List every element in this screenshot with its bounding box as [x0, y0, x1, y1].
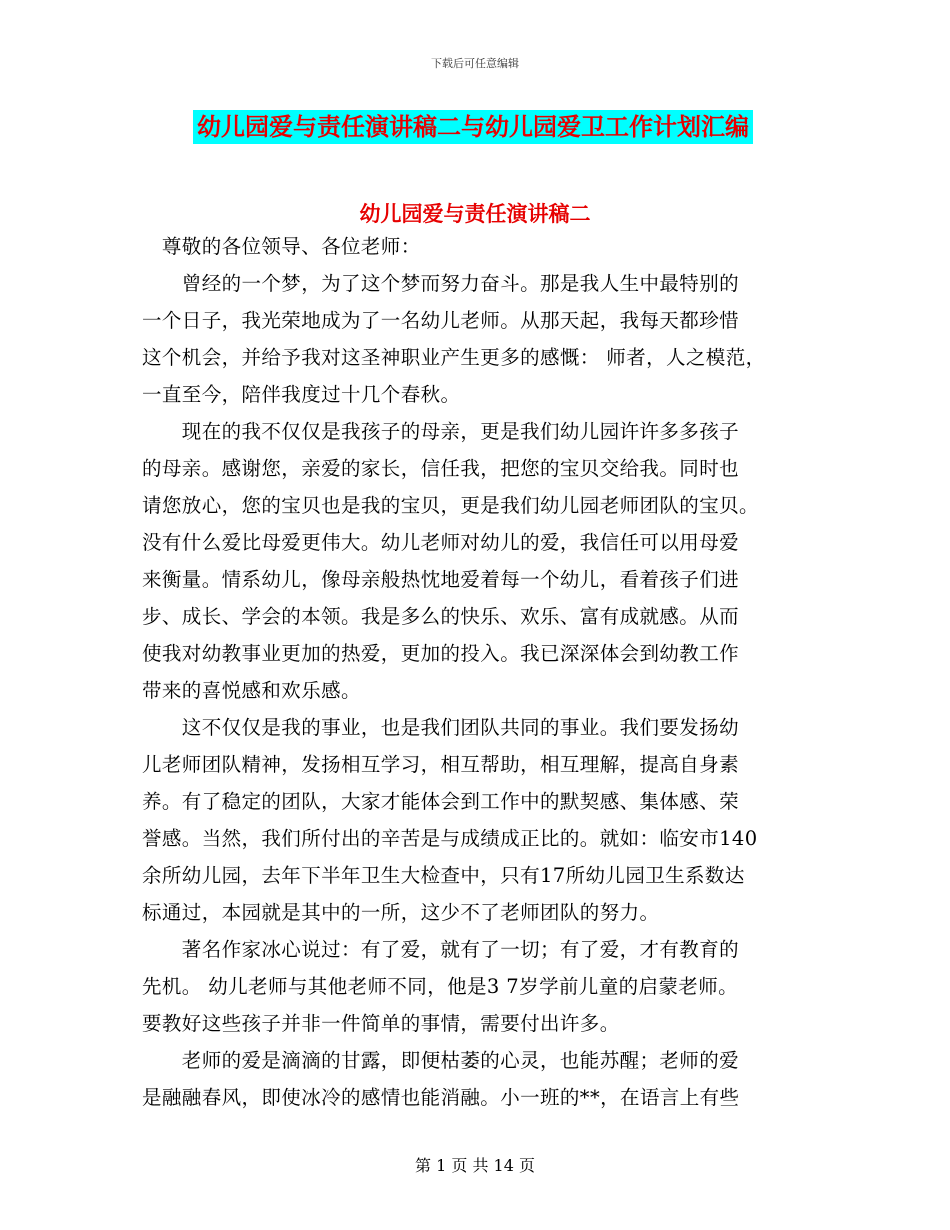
text-line: 养。有了稳定的团队，大家才能体会到工作中的默契感、集体感、荣	[142, 790, 740, 813]
text-line: 要教好这些孩子并非一件简单的事情，需要付出许多。	[142, 1012, 620, 1035]
text-line: 曾经的一个梦，为了这个梦而努力奋斗。那是我人生中最特别的	[142, 272, 740, 295]
text-line: 先机。 幼儿老师与其他老师不同，他是3 7岁学前儿童的启蒙老师。	[142, 975, 739, 998]
text-line: 余所幼儿园，去年下半年卫生大检查中，只有17所幼儿园卫生系数达	[142, 864, 745, 887]
text-line: 步、成长、学会的本领。我是多么的快乐、欢乐、富有成就感。从而	[142, 605, 740, 628]
text-line: 这不仅仅是我的事业，也是我们团队共同的事业。我们要发扬幼	[142, 716, 740, 739]
text-line: 著名作家冰心说过：有了爱，就有了一切；有了爱，才有教育的	[142, 938, 740, 961]
document-title: 幼儿园爱与责任演讲稿二与幼儿园爱卫工作计划汇编	[193, 110, 753, 144]
text-line: 使我对幼教事业更加的热爱，更加的投入。我已深深体会到幼教工作	[142, 642, 740, 665]
text-line: 老师的爱是滴滴的甘露，即便枯萎的心灵，也能苏醒；老师的爱	[142, 1049, 740, 1072]
text-line: 现在的我不仅仅是我孩子的母亲，更是我们幼儿园许许多多孩子	[142, 420, 740, 443]
header-note: 下载后可任意编辑	[431, 57, 519, 70]
text-line: 誉感。当然，我们所付出的辛苦是与成绩成正比的。就如：临安市140	[142, 827, 758, 850]
text-line: 儿老师团队精神，发扬相互学习，相互帮助，相互理解，提高自身素	[142, 753, 740, 776]
text-line: 没有什么爱比母爱更伟大。幼儿老师对幼儿的爱，我信任可以用母爱	[142, 531, 740, 554]
text-line: 一个日子，我光荣地成为了一名幼儿老师。从那天起，我每天都珍惜	[142, 309, 740, 332]
text-line: 来衡量。情系幼儿，像母亲般热忱地爱着每一个幼儿，看着孩子们进	[142, 568, 740, 591]
text-line: 的母亲。感谢您，亲爱的家长，信任我，把您的宝贝交给我。同时也	[142, 457, 740, 480]
text-line: 一直至今，陪伴我度过十几个春秋。	[142, 383, 461, 406]
section-title: 幼儿园爱与责任演讲稿二	[359, 201, 591, 226]
text-line: 是融融春风，即使冰冷的感情也能消融。小一班的**，在语言上有些	[142, 1086, 740, 1109]
body-text	[142, 228, 822, 1116]
text-line: 带来的喜悦感和欢乐感。	[142, 679, 361, 702]
text-line: 请您放心，您的宝贝也是我的宝贝，更是我们幼儿园老师团队的宝贝。	[142, 494, 759, 517]
page-footer: 第 1 页 共 14 页	[415, 1156, 535, 1175]
text-line: 标通过，本园就是其中的一所，这少不了老师团队的努力。	[142, 901, 660, 924]
text-line: 尊敬的各位领导、各位老师：	[142, 235, 421, 258]
text-line: 这个机会，并给予我对这圣神职业产生更多的感慨： 师者，人之模范，	[142, 346, 766, 369]
